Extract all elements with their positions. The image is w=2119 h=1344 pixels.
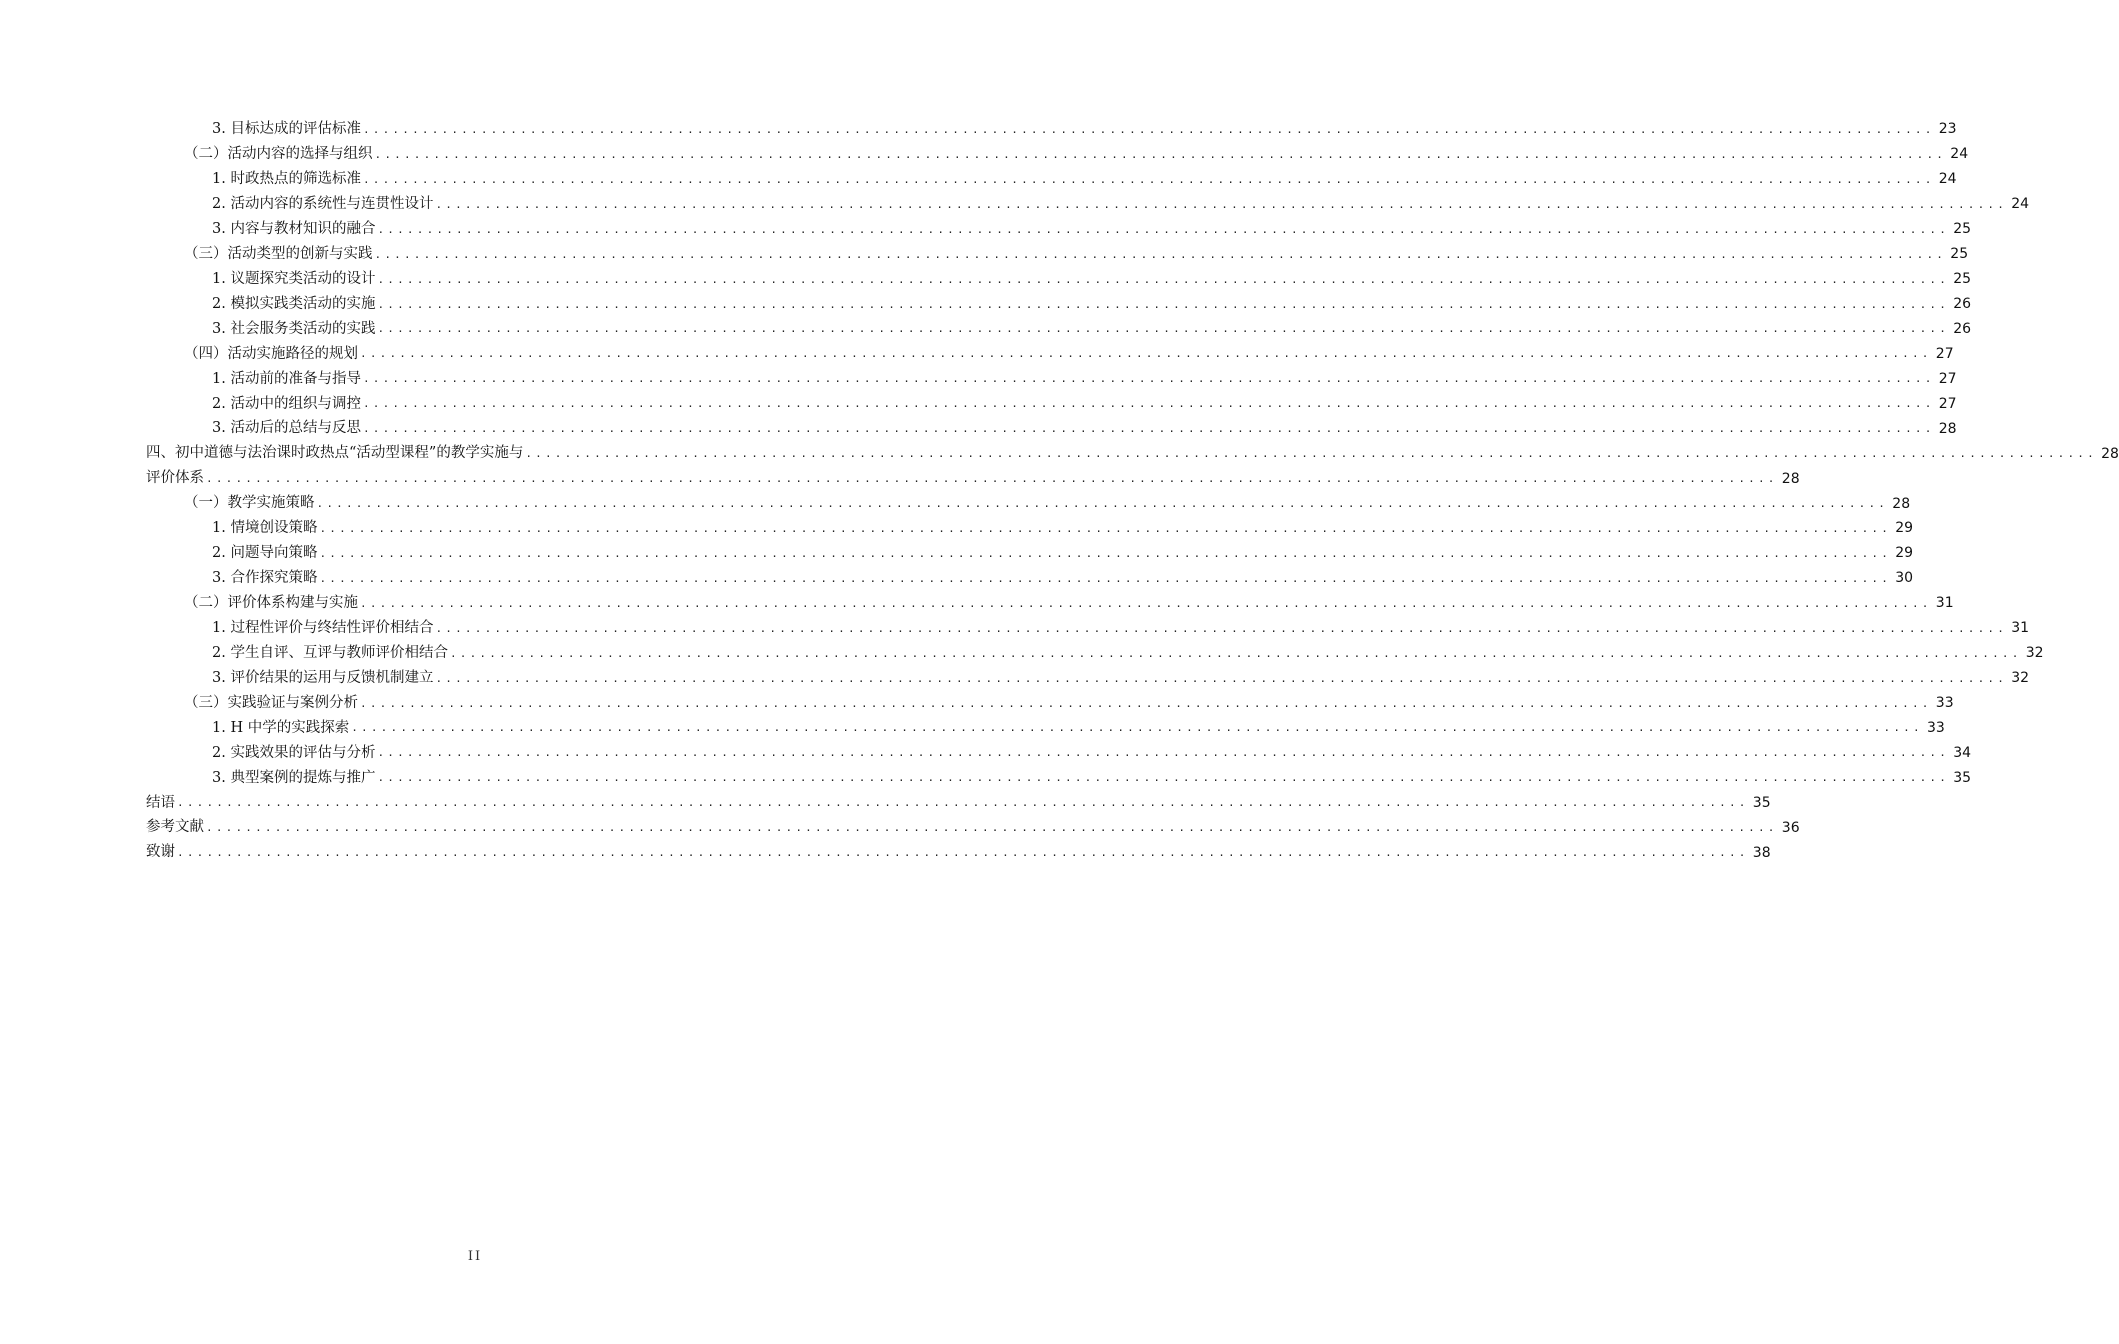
toc-entry-page-number: 33 [1935, 695, 1954, 712]
toc-entry-title: （三）活动类型的创新与实践 [184, 245, 373, 262]
dot-leader: ................................................................................................................................................................ [177, 846, 1749, 860]
toc-entry-title: 2. 活动内容的系统性与连贯性设计 [212, 196, 434, 213]
toc-entry[interactable] [146, 740, 1972, 765]
toc-entry-page-number: 29 [1895, 545, 1914, 562]
dot-leader: ................................................................................................................................................................ [435, 197, 2008, 211]
dot-leader: ................................................................................................................................................................ [362, 422, 1935, 436]
toc-entry-page-number: 25 [1950, 246, 1969, 263]
toc-entry-title: 四、初中道德与法治课时政热点“活动型课程”的教学实施与 [146, 445, 524, 462]
dot-leader: ................................................................................................................................................................ [351, 721, 1923, 735]
toc-entry-page-number: 28 [1892, 495, 1911, 512]
dot-leader: ................................................................................................................................................................ [377, 297, 1950, 311]
dot-leader: ................................................................................................................................................................ [525, 447, 2097, 461]
toc-entry[interactable] [146, 416, 1957, 441]
toc-entry-page-number: 30 [1895, 570, 1914, 587]
toc-entry-page-number: 29 [1895, 520, 1914, 537]
toc-entry-title: （一）教学实施策略 [184, 495, 315, 512]
dot-leader: ................................................................................................................................................................ [362, 122, 1935, 136]
toc-entry-title: 2. 模拟实践类活动的实施 [212, 295, 376, 312]
toc-entry-title: 2. 活动中的组织与调控 [212, 395, 361, 412]
toc-entry[interactable] [146, 242, 1969, 267]
dot-leader: ................................................................................................................................................................ [319, 521, 1892, 535]
toc-entry[interactable] [146, 217, 1972, 242]
dot-leader: ................................................................................................................................................................ [435, 671, 2008, 685]
toc-entry-title: 1. 活动前的准备与指导 [212, 370, 361, 387]
toc-entry-title: 1. H 中学的实践探索 [212, 719, 350, 736]
toc-entry-page-number: 24 [1938, 171, 1957, 188]
toc-entry[interactable] [146, 117, 1957, 142]
toc-entry[interactable] [146, 317, 1972, 342]
toc-entry-title: 1. 议题探究类活动的设计 [212, 270, 376, 287]
dot-leader: ................................................................................................................................................................ [362, 372, 1935, 386]
toc-entry[interactable] [146, 541, 1914, 566]
toc-entry-page-number: 27 [1935, 345, 1954, 362]
toc-entry[interactable] [146, 267, 1972, 292]
dot-leader: ................................................................................................................................................................ [319, 571, 1892, 585]
toc-entry-title: 3. 活动后的总结与反思 [212, 420, 361, 437]
toc-entry[interactable] [146, 466, 1800, 491]
dot-leader: ................................................................................................................................................................ [377, 222, 1950, 236]
toc-entry[interactable] [146, 716, 1945, 741]
toc-entry-title: 3. 社会服务类活动的实践 [212, 320, 376, 337]
toc-entry[interactable] [146, 491, 1911, 516]
dot-leader: ................................................................................................................................................................ [316, 497, 1889, 511]
dot-leader: ................................................................................................................................................................ [435, 621, 2008, 635]
toc-entry-page-number: 38 [1752, 844, 1771, 861]
dot-leader: ................................................................................................................................................................ [377, 746, 1950, 760]
toc-entry-page-number: 33 [1926, 719, 1945, 736]
toc-entry-page-number: 26 [1953, 320, 1972, 337]
toc-entry[interactable] [146, 691, 1954, 716]
toc-entry-title: （二）活动内容的选择与组织 [184, 146, 373, 163]
toc-entry[interactable] [146, 292, 1972, 317]
page-number: II [467, 1249, 483, 1264]
toc-entry-title: 3. 内容与教材知识的融合 [212, 220, 376, 237]
toc-entry-page-number: 31 [2011, 620, 2030, 637]
toc-entry[interactable] [146, 815, 1800, 840]
toc-entry-title: 3. 目标达成的评估标准 [212, 121, 361, 138]
dot-leader: ................................................................................................................................................................ [319, 546, 1892, 560]
toc-entry-page-number: 28 [1938, 420, 1957, 437]
dot-leader: ................................................................................................................................................................ [360, 696, 1932, 710]
toc-entry-page-number: 32 [2011, 670, 2030, 687]
toc-entry[interactable] [146, 391, 1957, 416]
toc-entry-page-number: 36 [1781, 819, 1800, 836]
toc-entry-title: 1. 时政热点的筛选标准 [212, 171, 361, 188]
toc-entry[interactable] [146, 192, 2030, 217]
toc-entry[interactable] [146, 516, 1914, 541]
dot-leader: ................................................................................................................................................................ [377, 322, 1950, 336]
toc-entry-title: 3. 评价结果的运用与反馈机制建立 [212, 669, 434, 686]
toc-entry[interactable] [146, 641, 2044, 666]
toc-entry[interactable] [146, 341, 1954, 366]
toc-entry-title: （二）评价体系构建与实施 [184, 595, 358, 612]
dot-leader: ................................................................................................................................................................ [362, 397, 1935, 411]
toc-entry-title: 3. 典型案例的提炼与推广 [212, 769, 376, 786]
dot-leader: ................................................................................................................................................................ [449, 646, 2022, 660]
toc-entry-page-number: 23 [1938, 121, 1957, 138]
toc-entry-title: （三）实践验证与案例分析 [184, 694, 358, 711]
toc-entry-title: 2. 实践效果的评估与分析 [212, 744, 376, 761]
toc-entry-title: 评价体系 [146, 470, 204, 487]
toc-entry-title: （四）活动实施路径的规划 [184, 345, 358, 362]
toc-entry-page-number: 35 [1752, 794, 1771, 811]
toc-entry-title: 1. 情境创设策略 [212, 520, 318, 537]
toc-entry-page-number: 24 [2011, 196, 2030, 213]
toc-entry[interactable] [146, 366, 1957, 391]
toc-entry-page-number: 28 [2101, 445, 2119, 462]
toc-entry-title: 2. 学生自评、互评与教师评价相结合 [212, 644, 448, 661]
toc-entry-page-number: 35 [1953, 769, 1972, 786]
toc-entry[interactable] [146, 616, 2030, 641]
dot-leader: ................................................................................................................................................................ [360, 347, 1932, 361]
toc-entry[interactable] [146, 441, 2119, 466]
toc-entry[interactable] [146, 666, 2030, 691]
toc-entry[interactable] [146, 142, 1969, 167]
toc-entry-page-number: 32 [2025, 645, 2044, 662]
toc-entry-page-number: 31 [1935, 595, 1954, 612]
dot-leader: ................................................................................................................................................................ [374, 147, 1947, 161]
toc-entry-title: 3. 合作探究策略 [212, 570, 318, 587]
toc-entry-page-number: 24 [1950, 146, 1969, 163]
toc-entry-page-number: 27 [1938, 370, 1957, 387]
toc-entry-title: 结语 [146, 794, 175, 811]
toc-entry[interactable] [146, 167, 1957, 192]
toc-entry[interactable] [146, 790, 1771, 815]
dot-leader: ................................................................................................................................................................ [206, 821, 1778, 835]
table-of-contents [146, 117, 2119, 865]
dot-leader: ................................................................................................................................................................ [362, 172, 1935, 186]
toc-entry[interactable] [146, 591, 1954, 616]
toc-entry-title: 参考文献 [146, 819, 204, 836]
toc-entry[interactable] [146, 765, 1972, 790]
toc-entry-page-number: 26 [1953, 296, 1972, 313]
toc-entry[interactable] [146, 840, 1771, 865]
dot-leader: ................................................................................................................................................................ [377, 771, 1950, 785]
toc-entry-page-number: 34 [1953, 744, 1972, 761]
dot-leader: ................................................................................................................................................................ [377, 272, 1950, 286]
toc-entry-page-number: 25 [1953, 271, 1972, 288]
toc-entry-title: 1. 过程性评价与终结性评价相结合 [212, 619, 434, 636]
toc-entry-title: 2. 问题导向策略 [212, 545, 318, 562]
dot-leader: ................................................................................................................................................................ [374, 247, 1947, 261]
dot-leader: ................................................................................................................................................................ [177, 796, 1749, 810]
toc-entry-page-number: 28 [1781, 470, 1800, 487]
toc-entry[interactable] [146, 566, 1914, 591]
dot-leader: ................................................................................................................................................................ [206, 472, 1778, 486]
toc-entry-page-number: 27 [1938, 395, 1957, 412]
dot-leader: ................................................................................................................................................................ [360, 596, 1932, 610]
toc-entry-page-number: 25 [1953, 221, 1972, 238]
toc-entry-title: 致谢 [146, 844, 175, 861]
